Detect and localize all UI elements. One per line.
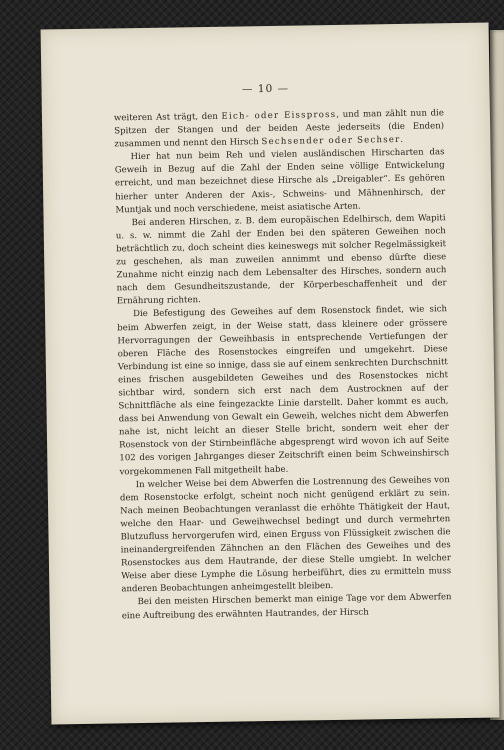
paragraph-6: Bei den meisten Hirschen bemerkt man einige Tage vor dem Abwerfen eine Auftreibung des erwähnten Hautrandes, der Hirsch <box>121 592 452 621</box>
emphasized-term: Sechsender oder Sechser <box>261 135 401 148</box>
paragraph-3: Bei anderen Hirschen, z. B. dem europäischen Edelhirsch, dem Wapiti u. s. w. nimmt die Zahl der Enden bei den späteren Geweihen noch beträchtlich zu, doch scheint dies keineswegs mit solcher Regelmässigkeit zu geschehen, als man zuweilen annimmt und ebenso dürfte diese Zunahme nicht einzig nach dem Lebensalter des Hirsches, sondern auch nach dem Gesundheitszustande, der Körperbeschaffenheit und der Ernährung richten. <box>115 212 447 307</box>
paragraph-4: Die Befestigung des Geweihes auf dem Rosenstock findet, wie sich beim Abwerfen zeigt, in der Weise statt, dass kleinere oder grössere Hervorragungen der Geweihbasis in entsprechende Vertiefungen der oberen Fläche des Rosenstockes eingreifen und umgekehrt. Diese Verbindung ist eine so innige, dass sie auf einem senkrechten Durchschnitt eines frischen ausgebildeten Geweihes und des Rosenstockes nicht sichtbar wird, sondern sich erst nach dem Austrocknen auf der Schnittfläche als eine feingezackte Linie darstellt. Daher kommt es auch, dass bei Anwendung von Gewalt ein Geweih, welches nicht dem Abwerfen nahe ist, nicht leicht an dieser Stelle bricht, sondern weit eher der Rosenstock von der Stirnbeinfläche abgesprengt wird wovon ich auf Seite 102 des vorigen Jahrganges dieser Zeitschrift einen beim Schweinshirsch vorgekommenen Fall mitgetheilt habe. <box>117 304 450 477</box>
paragraph-5: In welcher Weise bei dem Abwerfen die Lostrennung des Geweihes von dem Rosenstocke erfolgt, scheint noch nicht genügend erklärt zu sein. Nach meinen Beobachtungen veranlasst die erhöhte Thätigkeit der Haut, welche den Haar- und Geweihwechsel bedingt und durch vermehrten Blutzufluss hervorgerufen wird, einen Erguss von Flüssigkeit zwischen die ineinandergreifenden Zähnchen an den Flächen des Geweihes und des Rosenstockes aus dem Hautrande, der diese Stelle umgiebt. In welcher Weise aber diese Lymphe die Lösung herbeiführt, dies zu ermitteln muss anderen Beobachtungen anheimgestellt bleiben. <box>119 474 452 595</box>
paragraph-2: Hier hat nun beim Reh und vielen ausländischen Hirscharten das Geweih in Bezug auf die Zahl der Enden seine völlige Entwickelung erreicht, und man bezeichnet diese Hirsche als „Dreigabler“. Es gehören hierher unter Anderen der Axis-, Schweins- und Mähnenhirsch, der Muntjak und noch verschiedene, meist asiatische Arten. <box>114 147 446 216</box>
paragraph-1 <box>114 107 445 151</box>
emphasized-term: Eich- oder Eisspross <box>221 109 337 122</box>
body-text <box>114 107 452 623</box>
page-number: — 10 — <box>241 82 290 96</box>
book-page <box>41 23 500 725</box>
text-run: weiteren Ast trägt, den <box>113 111 222 124</box>
text-run: , und man zählt nun die Spitzen der Stangen und der beiden Aeste jederseits (die Enden) zusammen und nennt den Hirsch <box>114 108 445 150</box>
text-run: . <box>400 135 404 146</box>
